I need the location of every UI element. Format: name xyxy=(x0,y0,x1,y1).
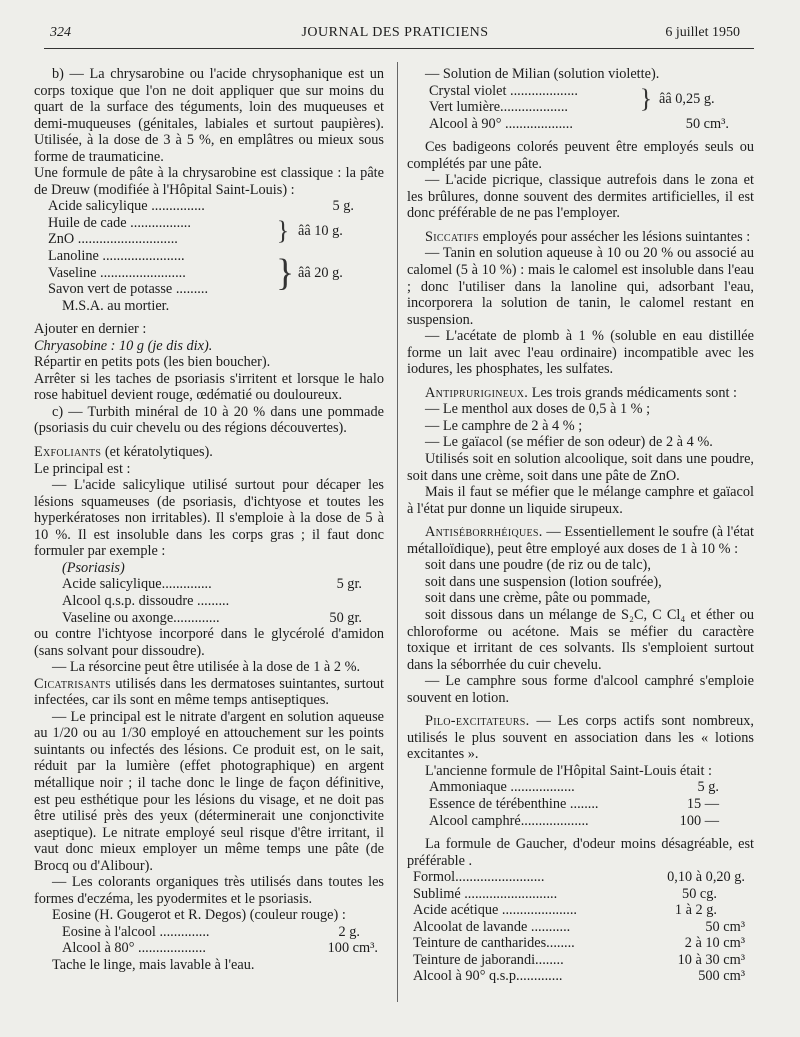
formula-qty: ââ 0,25 g. xyxy=(659,90,715,107)
section-heading: Exfoliants (et kératolytiques). xyxy=(34,444,213,461)
formula-line: Vaseline ou axonge............. 50 gr. xyxy=(62,609,362,626)
paragraph: Utilisés soit en solution alcoolique, soit dans une poudre, soit dans une crème, soit dans une pâte de ZnO. xyxy=(407,451,754,484)
list-item: soit dans une crème, pâte ou pommade, xyxy=(425,590,651,607)
section-heading: Siccatifs employés pour assécher les lésions suintantes : xyxy=(425,228,751,245)
section-heading: Pilo-excitateurs. — Les corps actifs sont nombreux, utilisés le plus souvent en association dans les « lotions excitantes ». xyxy=(407,713,754,763)
section-title: Siccatifs xyxy=(425,228,479,245)
formula-group xyxy=(48,215,384,248)
column-divider xyxy=(397,62,398,1002)
paragraph: La formule de Gaucher, d'odeur moins désagréable, est préférable . xyxy=(407,836,754,869)
section-title: Antiséborrhéiques. xyxy=(425,524,543,541)
formula-group xyxy=(48,248,384,298)
formula-line: Teinture de jaborandi........ 10 à 30 cm³ xyxy=(413,951,745,968)
brace: } xyxy=(276,251,295,294)
paragraph: c) — Turbith minéral de 10 à 20 % dans une pommade (psoriasis du cuir chevelu ou des régions découvertes). xyxy=(34,403,384,437)
section-title: Antiprurigineux. xyxy=(425,384,529,401)
formula-line: Sublimé .......................... 50 cg. xyxy=(413,885,717,902)
formula-line: Vaseline ........................ xyxy=(48,264,186,281)
section-title: Exfoliants xyxy=(34,444,102,461)
list-item: — Le camphre de 2 à 4 % ; xyxy=(425,417,583,434)
paragraph: Mais il faut se méfier que le mélange camphre et gaïacol à l'état pur donne un liquide sirupeux. xyxy=(407,484,754,517)
formula-line: Alcool camphré................... 100 — xyxy=(429,812,719,829)
formula-line: Ammoniaque .................. 5 g. xyxy=(429,779,719,796)
paragraph: — L'acétate de plomb à 1 % (soluble en eau distillée forme un lait avec l'eau ordinaire) incompatible avec les iodures, les phosphates, les sulfates. xyxy=(407,328,754,378)
paragraph: — La résorcine peut être utilisée à la dose de 1 à 2 %. xyxy=(52,659,361,676)
paragraph: Ajouter en dernier : xyxy=(34,321,147,338)
paragraph: — Le principal est le nitrate d'argent en solution aqueuse au 1/20 ou au 1/30 employé en attouchement sur les points suintants ou infectés des lésions. Ce produit est, on le sait, réduit par la lumière (effet photographique) en argent métallique noir ; il tache donc le linge de façon définitive, est peu esthétique pour les lésions du visage, et ne doit pas être utilisé près des yeux (déterminerait une conjonctivite aseptique). Le nitrate employé seul risque d'être irritant, il vaut donc mieux employer un même temps une pâte (de Brocq ou d'Alibour). xyxy=(34,708,384,874)
paragraph: — Les colorants organiques très utilisés dans toutes les formes d'eczéma, les pyodermites et le psoriasis. xyxy=(34,874,384,907)
paragraph: ou contre l'ichtyose incorporé dans le glycérolé d'amidon (sans solvant pour dissoudre). xyxy=(34,626,384,659)
formula-qty: ââ 20 g. xyxy=(298,264,343,281)
paragraph: Eosine (H. Gougerot et R. Degos) (couleur rouge) : xyxy=(52,907,346,924)
paragraph: Chryasobine : 10 g (je dis dix). xyxy=(34,337,213,354)
formula-line: Eosine à l'alcool .............. 2 g. xyxy=(62,923,360,940)
page-number: 324 xyxy=(50,25,71,40)
formula-line: Acide salicylique ............... 5 g. xyxy=(48,198,354,215)
section-heading: Antiprurigineux. Les trois grands médicaments sont : xyxy=(425,384,737,401)
formula-line: Vert lumière................... xyxy=(429,99,568,116)
formula-group xyxy=(429,83,754,116)
formula-line: Crystal violet ................... xyxy=(429,82,578,99)
list-item: soit dissous dans un mélange de S₂C, C Cl₄ et éther ou chloroforme ou acétone. Mais se méfier du caractère toxique et irritant de ces solvants. Ils s'emploient surtout dans la séborrhée du cuir chevelu. xyxy=(407,606,754,673)
formula-line: Huile de cade ................. xyxy=(48,214,191,231)
formula-line: Alcoolat de lavande ........... 50 cm³ xyxy=(413,918,745,935)
formula-title: (Psoriasis) xyxy=(62,559,125,576)
formula-line: Teinture de cantharides........ 2 à 10 cm³ xyxy=(413,935,745,952)
section-title: Cicatrisants xyxy=(34,675,112,692)
formula-gaucher xyxy=(407,869,745,985)
formula-line: Savon vert de potasse ......... xyxy=(48,281,209,298)
issue-date: 6 juillet 1950 xyxy=(665,25,740,40)
formula-note: M.S.A. au mortier. xyxy=(62,297,170,314)
formula-line: Lanoline ....................... xyxy=(48,248,185,265)
formula-saint-louis xyxy=(407,779,719,829)
formula-milian xyxy=(407,83,754,133)
formula-line: Acide acétique ..................... 1 à 2 g. xyxy=(413,902,717,919)
section-heading: Antiséborrhéiques. — Essentiellement le soufre (à l'état métalloïdique), peut être employé aux doses de 1 à 10 % : xyxy=(407,524,754,557)
paragraph: L'ancienne formule de l'Hôpital Saint-Louis était : xyxy=(425,762,713,779)
right-column xyxy=(407,66,754,985)
paragraph: Ces badigeons colorés peuvent être employés seuls ou complétés par une pâte. xyxy=(407,139,754,172)
paragraph: Arrêter si les taches de psoriasis s'irritent et lorsque le halo rose habituel devient rouge, œdématié ou douloureux. xyxy=(34,370,384,404)
list-item: — Le menthol aux doses de 0,5 à 1 % ; xyxy=(425,401,651,418)
paragraph: — L'acide picrique, classique autrefois dans le zona et les brûlures, donne souvent des dermites artificielles, il est donc préférable de ne pas l'employer. xyxy=(407,172,754,222)
formula-line: Alcool à 90° ................... 50 cm³. xyxy=(429,115,729,132)
list-item: soit dans une suspension (lotion soufrée), xyxy=(425,573,662,590)
left-column xyxy=(34,66,384,974)
formula-psoriasis xyxy=(34,560,362,626)
paragraph: Une formule de pâte à la chrysarobine est classique : la pâte de Dreuw (modifiée à l'Hôpital Saint-Louis) : xyxy=(34,165,384,198)
list-item: soit dans une poudre (de riz ou de talc), xyxy=(425,557,651,574)
section-heading: Cicatrisants utilisés dans les dermatoses suintantes, surtout infectées, car ils sont en même temps antiseptiques. xyxy=(34,675,384,709)
paragraph: Répartir en petits pots (les bien boucher). xyxy=(34,354,271,371)
section-title: Pilo-excitateurs. xyxy=(425,713,530,730)
formula-qty: ââ 10 g. xyxy=(298,223,343,240)
formula-line: Alcool q.s.p. dissoudre ......... xyxy=(62,592,230,609)
header-rule xyxy=(44,48,754,49)
formula-eosine xyxy=(34,924,378,957)
paragraph: b) — La chrysarobine ou l'acide chrysophanique est un corps toxique que l'on ne doit appliquer que sur moins du quart de la surface des téguments, loin des muqueuses et demi-muqueuses (génitales, labiales et surtout paupières). Utilisée, à la dose de 3 à 5 %, en emplâtres ou mieux sous forme de traumaticine. xyxy=(34,66,384,165)
formula-line: ZnO ............................ xyxy=(48,231,178,248)
formula-line: Essence de térébenthine ........ 15 — xyxy=(429,795,719,812)
formula-dreuw xyxy=(34,198,384,314)
running-header xyxy=(50,25,740,45)
formula-line: Acide salicylique.............. 5 gr. xyxy=(62,576,362,593)
paragraph: — Le camphre sous forme d'alcool camphré s'emploie souvent en lotion. xyxy=(407,673,754,706)
paragraph: — Tanin en solution aqueuse à 10 ou 20 % ou associé au calomel (5 à 10 %) : mais le calomel est insoluble dans l'eau ; donc l'utiliser dans la lanoline qui, adsorbant l'eau, incorporera la solution de tanin, le calomel restant en suspension. xyxy=(407,245,754,328)
list-item: — Le gaïacol (se méfier de son odeur) de 2 à 4 %. xyxy=(425,434,713,451)
paragraph: — L'acide salicylique utilisé surtout pour décaper les lésions squameuses (de psoriasis, d'ichtyose et toutes les hyperkératoses non irritables). Il s'emploie à la dose de 5 à 10 %. Il est insoluble dans les corps gras ; il faut donc formuler par exemple : xyxy=(34,477,384,560)
formula-line: Alcool à 90° q.s.p............. 500 cm³ xyxy=(413,968,745,985)
paragraph: Tache le linge, mais lavable à l'eau. xyxy=(52,956,255,973)
paragraph: Le principal est : xyxy=(34,460,131,477)
brace: } xyxy=(639,84,653,114)
journal-title: JOURNAL DES PRATICIENS xyxy=(301,25,489,40)
formula-line: Alcool à 80° ................... 100 cm³. xyxy=(62,940,378,957)
formula-line: Formol......................... 0,10 à 0,20 g. xyxy=(413,869,745,886)
paragraph: — Solution de Milian (solution violette). xyxy=(425,66,660,82)
brace: } xyxy=(276,216,290,246)
